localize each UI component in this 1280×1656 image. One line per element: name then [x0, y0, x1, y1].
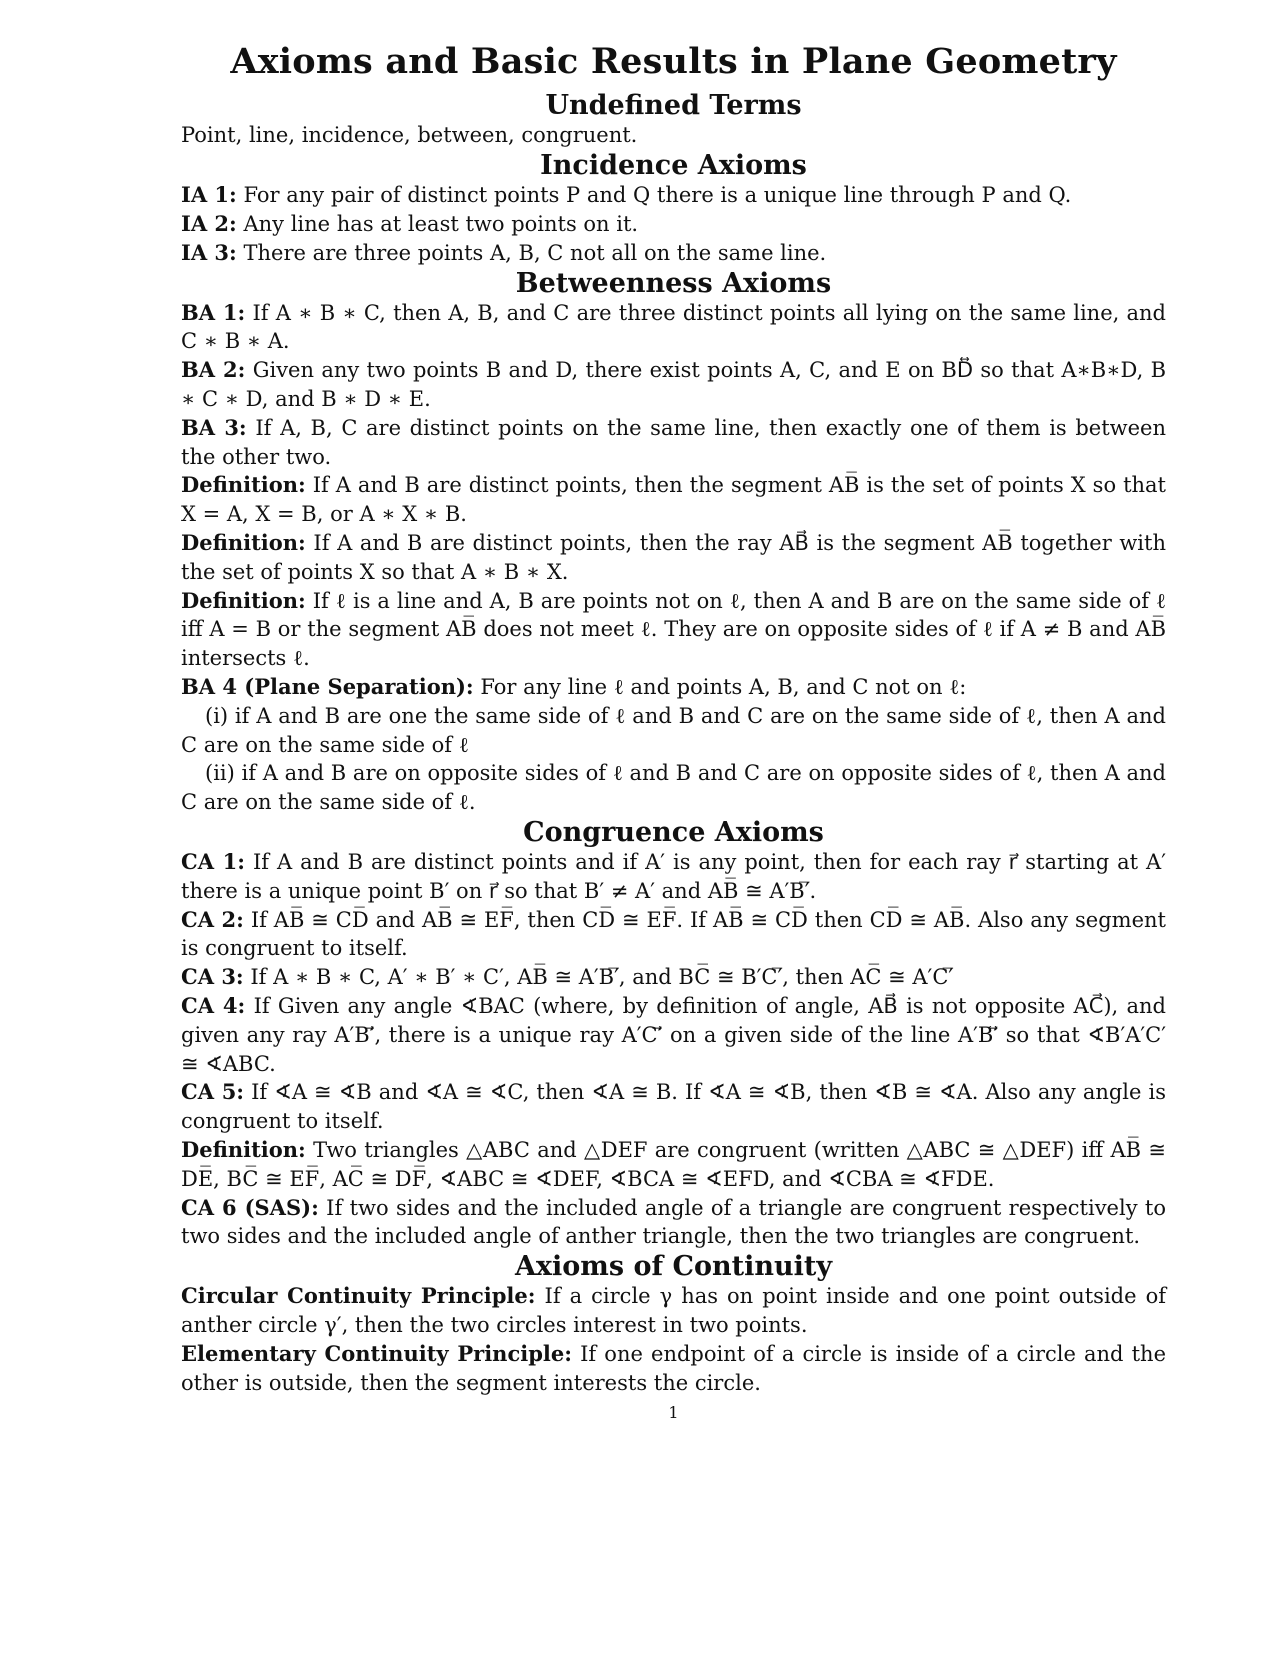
paragraph	[181, 121, 1166, 150]
paragraph-text: Two triangles △ABC and △DEF are congruent (written △ABC ≅ △DEF) iff AB̅ ≅ DE̅, BC̅ ≅ EF̅, AC̅ ≅ DF̅, ∢ABC ≅ ∢DEF, ∢BCA ≅ ∢EFD, and ∢CBA ≅ ∢FDE.	[181, 1137, 1166, 1191]
section-heading: Incidence Axioms	[540, 150, 807, 182]
paragraph-label: Definition:	[181, 1136, 306, 1162]
paragraph-label: IA 1:	[181, 182, 237, 208]
document-title: Axioms and Basic Results in Plane Geometry	[230, 41, 1117, 82]
paragraph-text: If a circle γ has on point inside and one point outside of anther circle γ′, then the two circles interest in two points.	[181, 1284, 1166, 1337]
paragraph-text: If A and B are distinct points and if A′ is any point, then for each ray r⃗ starting at A′ there is a unique point B′ on r⃗ so that B′ ≠ A′ and AB̅ ≅ A′B′̅.	[181, 849, 1166, 903]
paragraph-label: CA 1:	[181, 848, 245, 874]
section-heading: Betweenness Axioms	[515, 267, 832, 299]
paragraph-text: There are three points A, B, C not all on the same line.	[243, 240, 827, 265]
paragraph	[181, 1194, 1166, 1252]
paragraph-text: If ∢A ≅ ∢B and ∢A ≅ ∢C, then ∢A ≅ B. If ∢A ≅ ∢B, then ∢B ≅ ∢A. Also any angle is congruent to itself.	[181, 1080, 1166, 1134]
paragraph	[181, 673, 1166, 702]
section-heading: Undefined Terms	[545, 90, 802, 122]
paragraph-text: If A, B, C are distinct points on the same line, then exactly one of them is between the other two.	[181, 415, 1166, 469]
paragraph-text: For any pair of distinct points P and Q there is a unique line through P and Q.	[243, 183, 1072, 208]
paragraph-text: For any line ℓ and points A, B, and C not on ℓ:	[480, 674, 967, 699]
paragraph	[181, 1078, 1166, 1136]
paragraph-text: If A ∗ B ∗ C, A′ ∗ B′ ∗ C′, AB̅ ≅ A′B′̅, and BC̅ ≅ B′C′̅, then AC̅ ≅ A′C′̅	[250, 965, 954, 990]
paragraph-label: IA 3:	[181, 239, 237, 265]
paragraph-label: Definition:	[181, 472, 306, 498]
document-body	[181, 90, 1166, 1397]
paragraph-label: CA 5:	[181, 1079, 245, 1105]
paragraph-label: Elementary Continuity Principle:	[181, 1340, 572, 1366]
paragraph-text: If A ∗ B ∗ C, then A, B, and C are three distinct points all lying on the same line, and C ∗ B ∗ A.	[181, 300, 1167, 354]
paragraph-label: Definition:	[181, 529, 306, 555]
paragraph-text: If Given any angle ∢BAC (where, by definition of angle, AB⃗ is not opposite AC⃗), and given any ray A′B′⃗, there is a unique ray A′C′⃗ on a given side of the line A′B′⃡ so that ∢B′A′C′ ≅ ∢ABC.	[181, 993, 1166, 1076]
paragraph	[181, 181, 1166, 210]
section-heading: Congruence Axioms	[523, 816, 824, 848]
paragraph	[181, 1282, 1166, 1340]
paragraph	[181, 848, 1166, 906]
document-page	[181, 42, 1166, 1422]
paragraph	[181, 471, 1166, 529]
paragraph-text: Point, line, incidence, between, congruent.	[181, 123, 638, 148]
paragraph	[181, 1136, 1166, 1194]
paragraph	[181, 963, 1166, 992]
paragraph	[181, 702, 1166, 760]
paragraph-text: If AB̅ ≅ CD̅ and AB̅ ≅ EF̅, then CD̅ ≅ EF̅. If AB̅ ≅ CD̅ then CD̅ ≅ AB̅. Also any segment is congruent to itself.	[181, 907, 1166, 961]
paragraph-text: (ii) if A and B are on opposite sides of ℓ and B and C are on opposite sides of ℓ, then A and C are on the same side of ℓ.	[181, 761, 1166, 815]
paragraph-text: If two sides and the included angle of a triangle are congruent respectively to two sides and the included angle of anther triangle, then the two triangles are congruent.	[181, 1195, 1166, 1249]
paragraph-text: If A and B are distinct points, then the ray AB⃗ is the segment AB̅ together with the set of points X so that A ∗ B ∗ X.	[181, 530, 1166, 584]
paragraph-label: CA 3:	[181, 964, 244, 990]
paragraph-text: If one endpoint of a circle is inside of a circle and the other is outside, then the segment interests the circle.	[181, 1341, 1166, 1395]
paragraph	[181, 414, 1166, 472]
section-heading: Axioms of Continuity	[514, 1251, 833, 1283]
paragraph-label: BA 3:	[181, 414, 247, 440]
paragraph	[181, 992, 1166, 1078]
page-number: 1	[668, 1403, 679, 1423]
paragraph-label: BA 1:	[181, 299, 246, 325]
paragraph	[181, 210, 1166, 239]
paragraph-label: CA 6 (SAS):	[181, 1194, 319, 1220]
paragraph-text: If ℓ is a line and A, B are points not on ℓ, then A and B are on the same side of ℓ iff A = B or the segment AB̅ does not meet ℓ. They are on opposite sides of ℓ if A ≠ B and AB̅ intersects ℓ.	[181, 588, 1166, 671]
paragraph-text: If A and B are distinct points, then the segment AB̅ is the set of points X so that X = A, X = B, or A ∗ X ∗ B.	[181, 473, 1166, 527]
paragraph-label: Definition:	[181, 587, 306, 613]
paragraph-text: Given any two points B and D, there exist points A, C, and E on B͏D⃡ so that A∗B∗D, B ∗ C ∗ D, and B ∗ D ∗ E.	[181, 358, 1167, 411]
paragraph-label: CA 2:	[181, 906, 244, 932]
paragraph-label: BA 2:	[181, 357, 246, 383]
paragraph-label: IA 2:	[181, 210, 237, 236]
paragraph	[181, 759, 1166, 817]
paragraph	[181, 529, 1166, 587]
paragraph	[181, 299, 1166, 357]
paragraph	[181, 587, 1166, 673]
paragraph-label: BA 4 (Plane Separation):	[181, 673, 474, 699]
paragraph	[181, 1340, 1166, 1398]
paragraph-text: Any line has at least two points on it.	[243, 211, 639, 236]
paragraph-label: CA 4:	[181, 992, 246, 1018]
paragraph-label: Circular Continuity Principle:	[181, 1283, 536, 1309]
paragraph	[181, 239, 1166, 268]
paragraph	[181, 356, 1166, 414]
paragraph	[181, 906, 1166, 964]
paragraph-text: (i) if A and B are one the same side of ℓ and B and C are on the same side of ℓ, then A and C are on the same side of ℓ	[181, 703, 1166, 757]
